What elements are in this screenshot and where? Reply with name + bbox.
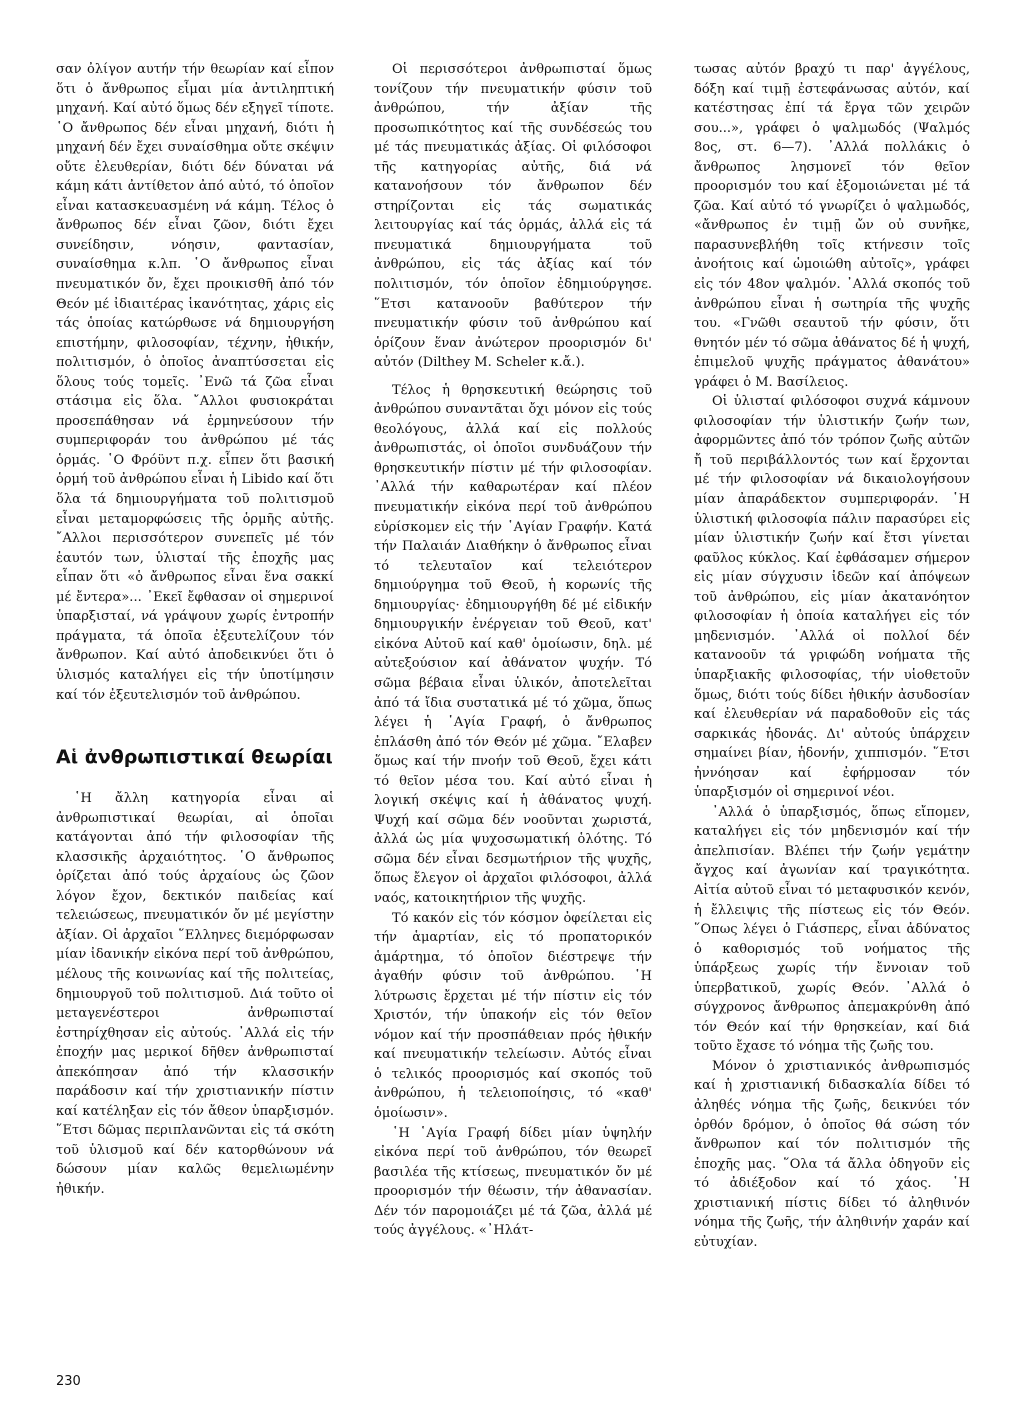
paragraph: Οἱ ὑλισταί φιλόσοφοι συχνά κάμνουν φιλοσοφίαν τήν ὑλιστικήν ζωήν των, ἀφορμῶντες ἀπό τόν τρόπον ζωῆς αὐτῶν ἤ τοῦ περιβάλλοντός των καί ἔρχονται μέ τήν φιλοσοφίαν νά δικαιολογήσουν μίαν ἀπαράδεκτον συμπεριφοράν. ῾Η ὑλιστική φιλοσοφία πάλιν παρασύρει εἰς μίαν ὑλιστικήν ζωήν καί ἔτσι γίνεται φαῦλος κύκλος. Καί ἐφθάσαμεν σήμερον εἰς μίαν σύγχυσιν ἰδεῶν καί ἀπόψεων τοῦ ἀνθρώπου, εἰς μίαν ἀκατανόητον φιλοσοφίαν ἡ ὁποία καταλήγει εἰς τόν μηδενισμόν. ᾿Αλλά οἱ πολλοί δέν κατανοοῦν τά γριφώδη νοήματα τῆς ὑπαρξιακῆς φιλοσοφίας, τήν υἱοθετοῦν ὅμως, διότι τούς δίδει ἠθικήν ἀσυδοσίαν καί ἐλευθερίαν νά παραδοθοῦν εἰς τάς σαρκικάς ἡδονάς. Δι' αὐτούς ὑπάρχειν σημαίνει βίαν, ἡδονήν, χιππισμόν. ῞Ετσι ἠννόησαν καί ἐφήρμοσαν τόν ὑπαρξισμόν οἱ σημερινοί νέοι.	[694, 394, 970, 801]
paragraph: Τό κακόν εἰς τόν κόσμον ὀφείλεται εἰς τήν ἁμαρτίαν, εἰς τό προπατορικόν ἁμάρτημα, τό ὁποῖον διέστρεψε τήν ἀγαθήν φύσιν τοῦ ἀνθρώπου. ῾Η λύτρωσις ἔρχεται μέ τήν πίστιν εἰς τόν Χριστόν, τήν ὑπακοήν εἰς τόν θεῖον νόμον καί τήν προσπάθειαν πρός ἠθικήν καί πνευματικήν τελείωσιν. Αὐτός εἶναι ὁ τελικός προορισμός καί σκοπός τοῦ ἀνθρώπου, ἡ τελειοποίησις, τό «καθ' ὁμοίωσιν».	[374, 910, 652, 1121]
paragraph: ᾿Αλλά ὁ ὑπαρξισμός, ὅπως εἴπομεν, καταλήγει εἰς τόν μηδενισμόν καί τήν ἀπελπισίαν. Βλέπει τήν ζωήν γεμάτην ἄγχος καί ἀγωνίαν καί τραγικότητα. Αἰτία αὐτοῦ εἶναι τό μεταφυσικόν κενόν, ἡ ἔλλειψις τῆς πίστεως εἰς τόν Θεόν. ῞Οπως λέγει ὁ Γιάσπερς, εἶναι ἀδύνατος ὁ καθορισμός τοῦ νοήματος τῆς ὑπάρξεως χωρίς τήν ἔννοιαν τοῦ ὑπερβατικοῦ, χωρίς Θεόν. ᾿Αλλά ὁ σύγχρονος ἄνθρωπος ἀπεμακρύνθη ἀπό τόν Θεόν καί τήν θρησκείαν, καί διά τοῦτο ἔχασε τό νόημα τῆς ζωῆς του.	[694, 804, 970, 1055]
text-column-right	[694, 60, 970, 1252]
paragraph: σαν ὀλίγον αυτήν τήν θεωρίαν καί εἶπον ὅτι ὁ ἄνθρωπος εἶμαι μία ἀντιληπτική μηχανή. Καί αὐτό ὅμως δέν εξηγεῖ τίποτε. ῾Ο ἄνθρωπος δέν εἶναι μηχανή, διότι ἡ μηχανή δέν ἔχει συναίσθημα οὔτε σκέψιν οὔτε ἐλευθερίαν, διότι δέν δύναται νά κάμη κάτι ἀντίθετον ἀπό αὐτό, τό ὁποῖον εἶναι κατασκευασμένη νά κάμη. Τέλος ὁ ἄνθρωπος δέν εἶναι ζῶον, διότι ἔχει συνείδησιν, νόησιν, φαντασίαν, συναίσθημα κ.λπ. ῾Ο ἄνθρωπος εἶναι πνευματικόν ὄν, ἔχει προικισθῆ ἀπό τόν Θεόν μέ ἰδιαιτέρας ἱκανότητας, χάρις εἰς τάς ὁποίας κατώρθωσε νά δημιουργήση επιστήμην, φιλοσοφίαν, τέχνην, ἠθικήν, πολιτισμόν, ὁ ὁποῖος ἀναπτύσσεται εἰς ὅλους τούς τομεῖς. ᾿Ενῶ τά ζῶα εἶναι στάσιμα εἰς ὅλα. ῎Αλλοι φυσιοκράται προσεπάθησαν νά ἑρμηνεύσουν τήν συμπεριφοράν του ἀνθρώπου μέ τάς ὁρμάς. ῾Ο Φρόϋντ π.χ. εἶπεν ὅτι βασική ὁρμή τοῦ ἀνθρώπου εἶναι ἡ Libido καί ὅτι ὅλα τά δημιουργήματα τοῦ πολιτισμοῦ εἶναι μεταμορφώσεις τῆς ὁρμῆς αὐτῆς. ῎Αλλοι περισσότερον συνεπεῖς μέ τόν ἑαυτόν των, ὑλισταί τῆς ἐποχῆς μας εἶπαν ὅτι «ὁ ἄνθρωπος εἶναι ἕνα σακκί μέ ἔντερα»... ᾿Εκεῖ ἔφθασαν οἱ σημερινοί ὑπαρξισταί, νά γράψουν χωρίς ἐντροπήν πράγματα, τά ὁποῖα ἐξευτελίζουν τόν ἄνθρωπον. Καί αὐτό ἀποδεικνύει ὅτι ὁ ὑλισμός καταλήγει εἰς τήν ὑποτίμησιν καί τόν ἐξευτελισμόν τοῦ ἀνθρώπου.	[56, 62, 334, 703]
paragraph: Οἱ περισσότεροι ἀνθρωπισταί ὅμως τονίζουν τήν πνευματικήν φύσιν τοῦ ἀνθρώπου, τήν ἀξίαν τῆς προσωπικότητος καί τῆς συνδέσεώς του μέ τάς πνευματικάς ἀξίας. Οἱ φιλόσοφοι τῆς κατηγορίας αὐτῆς, διά νά κατανοήσουν τόν ἄνθρωπον δέν στηρίζονται εἰς τάς σωματικάς λειτουργίας καί τάς ὁρμάς, ἀλλά εἰς τά πνευματικά δημιουργήματα τοῦ ἀνθρώπου, εἰς τάς ἀξίας καί τόν πολιτισμόν, τόν ὁποῖον ἐδημιούργησε. ῞Ετσι κατανοοῦν βαθύτερον τήν πνευματικήν φύσιν τοῦ ἀνθρώπου καί ὁρίζουν ἕναν ἀνώτερον προορισμόν δι' αὐτόν (Dilthey M. Scheler κ.ἄ.).	[374, 62, 652, 371]
paragraph: ῾Η ῾Αγία Γραφή δίδει μίαν ὑψηλήν εἰκόνα περί τοῦ ἀνθρώπου, τόν θεωρεῖ βασιλέα τῆς κτίσεως, πνευματικόν ὄν μέ προορισμόν τήν θέωσιν, τήν ἀθανασίαν. Δέν τόν παρομοιάζει μέ τά ζῶα, ἀλλά μέ τούς ἀγγέλους. «᾿Ηλάτ-	[374, 1125, 652, 1239]
paragraph: ῾Η ἄλλη κατηγορία εἶναι αἱ ἀνθρωπιστικαί θεωρίαι, αἱ ὁποῖαι κατάγονται ἀπό τήν φιλοσοφίαν τῆς κλασσικῆς ἀρχαιότητος. ῾Ο ἄνθρωπος ὁρίζεται ἀπό τούς ἀρχαίους ὡς ζῶον λόγον ἔχον, δεκτικόν παιδείας καί τελειώσεως, πνευματικόν ὄν μέ μεγίστην ἀξίαν. Οἱ ἀρχαῖοι ῞Ελληνες διεμόρφωσαν μίαν ἰδανικήν εἰκόνα περί τοῦ ἀνθρώπου, μέλους τῆς κοινωνίας καί τῆς πολιτείας, δημιουργοῦ τοῦ πολιτισμοῦ. Διά τοῦτο οἱ μεταγενέστεροι ἀνθρωπισταί ἐστηρίχθησαν εἰς αὐτούς. ᾿Αλλά εἰς τήν ἐποχήν μας μερικοί δῆθεν ἀνθρωπισταί ἀπεκόπησαν ἀπό τήν κλασσικήν παράδοσιν καί τήν χριστιανικήν πίστιν καί κατέληξαν εἰς τόν ἄθεον ὑπαρξισμόν. ῞Ετσι δῶμας περιπλανῶνται εἰς τά σκότη τοῦ ὑλισμοῦ καί δέν κατορθώνουν νά δώσουν μίαν καλῶς θεμελιωμένην ἠθικήν.	[56, 791, 334, 1197]
text-column-left	[56, 60, 334, 1200]
page-number: 230	[56, 1374, 81, 1389]
text-column-middle	[374, 60, 652, 1241]
section-heading: Αἱ ἀνθρωπιστικαί θεωρίαι	[56, 746, 333, 769]
paragraph: Τέλος ἡ θρησκευτική θεώρησις τοῦ ἀνθρώπου συναντᾶται ὄχι μόνον εἰς τούς θεολόγους, ἀλλά καί εἰς πολλούς ἀνθρωπιστάς, οἱ ὁποῖοι συνδυάζουν τήν θρησκευτικήν πίστιν μέ τήν φιλοσοφίαν. ᾿Αλλά τήν καθαρωτέραν καί πλέον πνευματικήν εἰκόνα περί τοῦ ἀνθρώπου εὑρίσκομεν εἰς τήν ῾Αγίαν Γραφήν. Κατά τήν Παλαιάν Διαθήκην ὁ ἄνθρωπος εἶναι τό τελευταῖον καί τελειότερον δημιούργημα τοῦ Θεοῦ, ἡ κορωνίς τῆς δημιουργίας· ἐδημιουργήθη δέ μέ εἰδικήν δημιουργικήν ἐνέργειαν τοῦ Θεοῦ, κατ' εἰκόνα Αὐτοῦ καί καθ' ὁμοίωσιν, δηλ. μέ αὐτεξούσιον καί ἀθάνατον ψυχήν. Τό σῶμα βέβαια εἶναι ὑλικόν, ἀποτελεῖται ἀπό τά ἴδια συστατικά μέ τό χῶμα, ὅπως λέγει ἡ ῾Αγία Γραφή, ὁ ἄνθρωπος ἐπλάσθη ἀπό τόν Θεόν μέ χῶμα. ῎Ελαβεν ὅμως καί τήν πνοήν τοῦ Θεοῦ, ἔχει κάτι τό θεῖον μέσα του. Καί αὐτό εἶναι ἡ λογική σκέψις καί ἡ ἀθάνατος ψυχή. Ψυχή καί σῶμα δέν νοοῦνται χωριστά, ἀλλά ὡς μία ψυχοσωματική ὁλότης. Τό σῶμα δέν εἶναι δεσμωτήριον τῆς ψυχῆς, ὅπως ἔλεγον οἱ ἀρχαῖοι φιλόσοφοι, ἀλλά ναός, κατοικητήριον τῆς ψυχῆς.	[374, 382, 652, 906]
paragraph: Μόνον ὁ χριστιανικός ἀνθρωπισμός καί ἡ χριστιανική διδασκαλία δίδει τό ἀληθές νόημα τῆς ζωῆς, δεικνύει τόν ὀρθόν δρόμον, ὁ ὁποῖος θά σώση τόν ἄνθρωπον καί τόν πολιτισμόν τῆς ἐποχῆς μας. ῞Ολα τά ἄλλα ὁδηγοῦν εἰς τό ἀδιέξοδον καί τό χάος. ῾Η χριστιανική πίστις δίδει τό ἀληθινόν νόημα τῆς ζωῆς, τήν ἀληθινήν χαράν καί εὐτυχίαν.	[694, 1058, 970, 1250]
paragraph: τωσας αὐτόν βραχύ τι παρ' ἀγγέλους, δόξη καί τιμῇ ἐστεφάνωσας αὐτόν, καί κατέστησας ἐπί τά ἔργα τῶν χειρῶν σου...», γράφει ὁ ψαλμωδός (Ψαλμός 8ος, στ. 6—7). ᾿Αλλά πολλάκις ὁ ἄνθρωπος λησμονεῖ τόν θεῖον προορισμόν του καί ἐξομοιώνεται μέ τά ζῶα. Καί αὐτό τό γνωρίζει ὁ ψαλμωδός, «ἄνθρωπος ἐν τιμῇ ὤν οὐ συνῆκε, παρασυνεβλήθη τοῖς κτήνεσιν τοῖς ἀνοήτοις καί ὡμοιώθη αὐτοῖς», γράφει εἰς τόν 48ον ψαλμόν. ᾿Αλλά σκοπός τοῦ ἀνθρώπου εἶναι ἡ σωτηρία τῆς ψυχῆς του. «Γνῶθι σεαυτοῦ τήν φύσιν, ὅτι θνητόν μέν τό σῶμα ἀθάνατος δέ ἡ ψυχή, ἐπιμελοῦ ψυχῆς πράγματος ἀθανάτου» γράφει ὁ Μ. Βασίλειος.	[694, 62, 970, 390]
